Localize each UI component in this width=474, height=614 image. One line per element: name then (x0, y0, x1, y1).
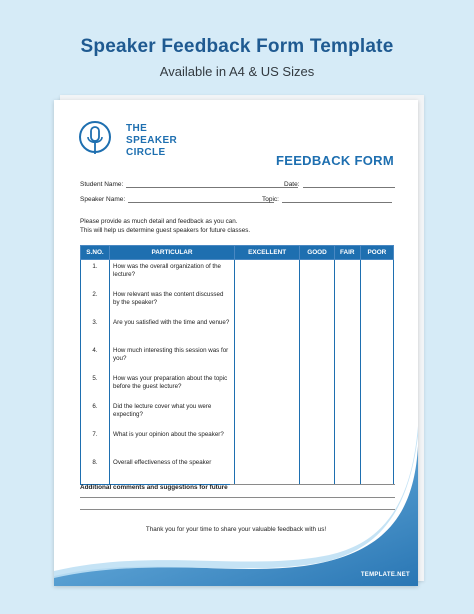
fair-cell[interactable] (334, 372, 360, 400)
poor-cell[interactable] (360, 400, 393, 428)
speaker-name-label: Speaker Name: (80, 196, 126, 203)
form-title: FEEDBACK FORM (275, 153, 394, 168)
row-sn: 6. (81, 400, 110, 428)
fair-cell[interactable] (334, 288, 360, 316)
date-label: Date: (284, 181, 300, 188)
header-particular: PARTICULAR (110, 246, 235, 260)
poor-cell[interactable] (360, 316, 393, 344)
date-line[interactable] (303, 180, 395, 188)
good-cell[interactable] (300, 428, 334, 456)
excellent-cell[interactable] (235, 260, 300, 289)
intro-line-2: This will help us determine guest speakers for future classes. (80, 227, 251, 234)
poor-cell[interactable] (360, 428, 393, 456)
form-sheet (54, 100, 418, 586)
topic-label: Topic: (262, 196, 279, 203)
logo-line-1: THE (126, 123, 148, 134)
good-cell[interactable] (300, 260, 334, 289)
header-good: GOOD (300, 246, 334, 260)
poor-cell[interactable] (360, 260, 393, 289)
row-sn: 4. (81, 344, 110, 372)
fair-cell[interactable] (334, 344, 360, 372)
good-cell[interactable] (300, 316, 334, 344)
header-excellent: EXCELLENT (235, 246, 300, 260)
fair-cell[interactable] (334, 260, 360, 289)
student-name-label: Student Name: (80, 181, 124, 188)
fair-cell[interactable] (334, 400, 360, 428)
row-question: How relevant was the content discussed by the speaker? (110, 288, 235, 316)
fair-cell[interactable] (334, 428, 360, 456)
topic-field[interactable] (262, 195, 392, 203)
excellent-cell[interactable] (235, 400, 300, 428)
table-row (81, 400, 394, 428)
table-row (81, 288, 394, 316)
logo-line-3: CIRCLE (126, 147, 166, 158)
good-cell[interactable] (300, 456, 334, 485)
thank-you-note: Thank you for your time to share your valuable feedback with us! (145, 526, 327, 533)
watermark: TEMPLATE.NET (360, 572, 410, 578)
student-name-line[interactable] (126, 180, 298, 188)
excellent-cell[interactable] (235, 456, 300, 485)
comment-line[interactable] (230, 484, 395, 485)
intro-line-1: Please provide as much detail and feedback as you can. (80, 218, 238, 225)
table-row (81, 372, 394, 400)
banner-subtitle: Available in A4 & US Sizes (159, 64, 315, 79)
table-row (81, 260, 394, 289)
table-header-row (81, 246, 394, 260)
poor-cell[interactable] (360, 456, 393, 485)
comment-line[interactable] (80, 497, 395, 498)
student-name-field[interactable] (80, 180, 298, 188)
row-sn: 1. (81, 260, 110, 289)
row-sn: 8. (81, 456, 110, 485)
comment-line[interactable] (80, 509, 395, 510)
row-sn: 2. (81, 288, 110, 316)
poor-cell[interactable] (360, 372, 393, 400)
intro-text (80, 217, 400, 235)
table-row (81, 428, 394, 456)
speaker-name-line[interactable] (128, 195, 274, 203)
row-question: How much interesting this session was for you? (110, 344, 235, 372)
logo-line-2: SPEAKER (126, 135, 178, 146)
good-cell[interactable] (300, 400, 334, 428)
excellent-cell[interactable] (235, 428, 300, 456)
row-question: Overall effectiveness of the speaker (110, 456, 235, 485)
table-row (81, 344, 394, 372)
row-question: Did the lecture cover what you were expecting? (110, 400, 235, 428)
row-question: Are you satisfied with the time and venue? (110, 316, 235, 344)
table-row (81, 316, 394, 344)
row-sn: 7. (81, 428, 110, 456)
table-row (81, 456, 394, 485)
comments-label: Additional comments and suggestions for future (80, 484, 228, 491)
header-fair: FAIR (334, 246, 360, 260)
excellent-cell[interactable] (235, 344, 300, 372)
row-question: How was the overall organization of the lecture? (110, 260, 235, 289)
row-question: What is your opinion about the speaker? (110, 428, 235, 456)
banner-title: Speaker Feedback Form Template (80, 36, 394, 57)
fair-cell[interactable] (334, 316, 360, 344)
good-cell[interactable] (300, 344, 334, 372)
feedback-table (80, 245, 394, 485)
speaker-name-field[interactable] (80, 195, 274, 203)
microphone-icon (78, 120, 112, 156)
poor-cell[interactable] (360, 288, 393, 316)
date-field[interactable] (284, 180, 395, 188)
header-sno: S.NO. (81, 246, 110, 260)
good-cell[interactable] (300, 288, 334, 316)
row-question: How was your preparation about the topic before the guest lecture? (110, 372, 235, 400)
fair-cell[interactable] (334, 456, 360, 485)
excellent-cell[interactable] (235, 372, 300, 400)
excellent-cell[interactable] (235, 288, 300, 316)
row-sn: 3. (81, 316, 110, 344)
poor-cell[interactable] (360, 344, 393, 372)
excellent-cell[interactable] (235, 316, 300, 344)
header-poor: POOR (360, 246, 393, 260)
good-cell[interactable] (300, 372, 334, 400)
row-sn: 5. (81, 372, 110, 400)
logo-text (126, 123, 177, 159)
topic-line[interactable] (282, 195, 392, 203)
